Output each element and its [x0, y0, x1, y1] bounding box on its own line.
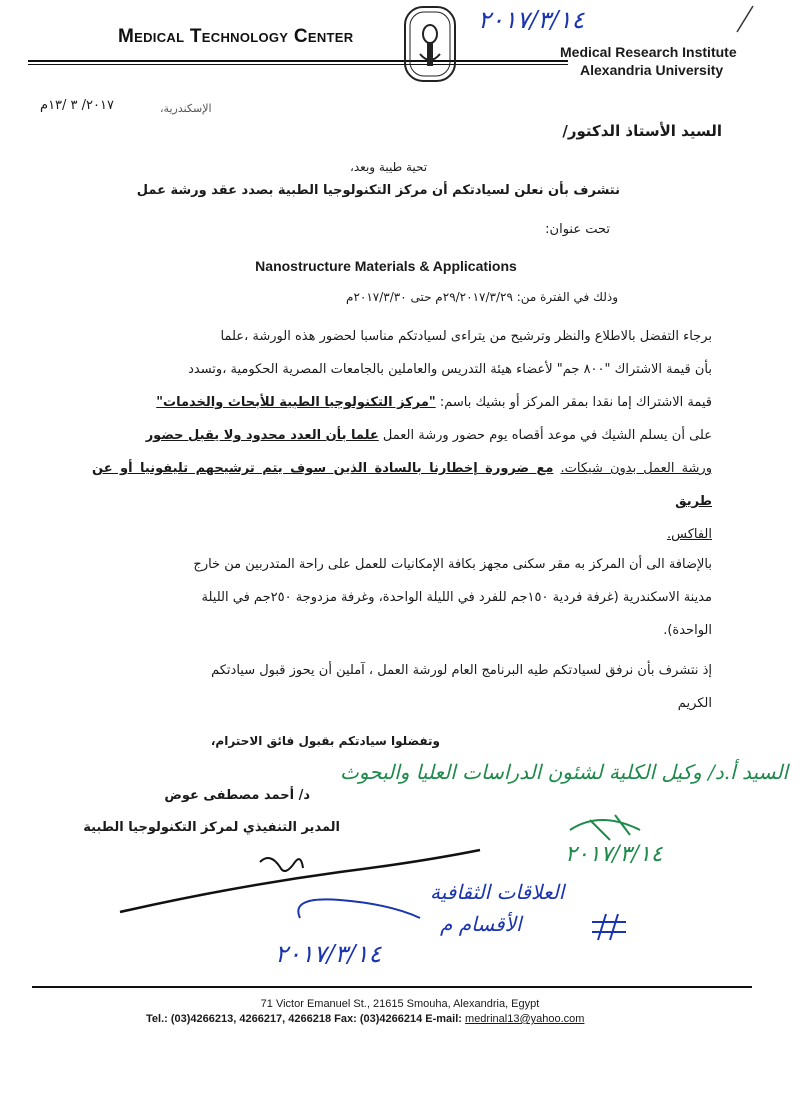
center-name: Medical Technology Center	[118, 26, 354, 47]
signatory-title: المدير التنفيذي لمركز التكنولوجيا الطبية	[83, 820, 340, 835]
handwritten-note-blue-2: الأقسام م	[440, 912, 522, 936]
p1-line-1: برجاء التفضل بالاطلاع والنظر وترشيح من يتراءى لسيادتكم مناسبا لحضور هذه الورشة ،علما	[220, 329, 712, 344]
pen-stroke	[735, 4, 755, 34]
p2-line-1: بالإضافة الى أن المركز به مقر سكنى مجهز بكافة الإمكانيات للعمل على راحة المتدربين من خارج	[193, 557, 712, 572]
payee-name: "مركز التكنولوجيا الطبية للأبحاث والخدمات"	[156, 395, 436, 410]
p1-line-2: بأن قيمة الاشتراك "٨٠٠ جم" لأعضاء هيئة التدريس والعاملين بالجامعات المصرية الحكومية ،وتسدد	[188, 362, 712, 377]
p3-line-1: إذ نتشرف بأن نرفق لسيادتكم طيه البرنامج العام لورشة العمل ، آملين أن يحوز قبول سيادتكم	[211, 663, 712, 678]
p1-line-6: الفاكس.	[666, 527, 712, 542]
p2-line-2: مدينة الاسكندرية (غرفة فردية ١٥٠جم للفرد في الليلة الواحدة، وغرفة مزدوجة ٢٥٠جم في الليلة	[201, 590, 712, 605]
notify-note: مع ضرورة إخطارنا بالسادة الذين سوف يتم ترشيحهم تليفونيا أو عن طريق	[92, 461, 712, 509]
handwritten-note-blue-1: العلاقات الثقافية	[430, 880, 565, 904]
intro-line: نتشرف بأن نعلن لسيادتكم أن مركز التكنولوجيا الطبية بصدد عقد ورشة عمل	[136, 183, 620, 198]
paragraph-2	[92, 548, 712, 647]
footer-phones: Tel.: (03)4266213, 4266217, 4266218 Fax: (03)4266214 E-mail:	[146, 1013, 462, 1025]
footer-rule	[32, 986, 752, 988]
p1-line-5	[92, 452, 712, 518]
handwritten-note-green: السيد أ.د/ وكيل الكلية لشئون الدراسات العليا والبحوث	[340, 760, 789, 784]
university-name: Alexandria University	[580, 62, 724, 78]
footer-address: 71 Victor Emanuel St., 21615 Smouha, Alexandria, Egypt	[260, 998, 540, 1010]
place-label: الإسكندرية،	[160, 102, 212, 115]
p3-line-2: الكريم	[677, 696, 712, 711]
limited-seats-note: علما بأن العدد محدود ولا يقبل حضور	[145, 428, 379, 443]
university-seal	[402, 4, 458, 84]
p1-line-4	[92, 419, 712, 452]
handwritten-date-blue: ٢٠١٧/٣/١٤	[275, 940, 382, 968]
institute-name: Medical Research Institute	[560, 44, 737, 60]
under-title-label: تحت عنوان:	[545, 222, 610, 237]
paragraph-3	[92, 654, 712, 720]
header-rule-thin	[28, 64, 568, 65]
p2-line-3: الواحدة).	[663, 623, 712, 638]
p1-line-5-text: ورشة العمل بدون شيكات.	[560, 461, 712, 476]
paragraph-1	[92, 320, 712, 551]
footer-contact	[146, 1013, 584, 1025]
workshop-period: وذلك في الفترة من: ٢٩/٢٠١٧/٣/٢٩م حتى ٢٠١٧/٣/٣٠م	[346, 290, 618, 304]
hash-mark	[590, 912, 630, 942]
letter-date: ٢٠١٧/ ٣ /١٣م	[40, 98, 114, 113]
footer-email[interactable]: medrinal13@yahoo.com	[465, 1013, 585, 1025]
workshop-title: Nanostructure Materials & Applications	[255, 258, 517, 274]
p1-line-4-text: على أن يسلم الشيك في موعد أقصاه يوم حضور ورشة العمل	[382, 428, 712, 443]
p1-line-3-text: قيمة الاشتراك إما نقدا بمقر المركز أو بشيك باسم:	[439, 395, 712, 410]
handwritten-received-date: ٢٠١٧/٣/١٤	[478, 6, 585, 34]
salutation: السيد الأستاذ الدكتور/	[562, 122, 722, 140]
blue-signature	[270, 888, 450, 938]
p1-line-3	[92, 386, 712, 419]
handwritten-date-green: ٢٠١٧/٣/١٤	[565, 842, 663, 867]
signatory-name: د/ أحمد مصطفى عوض	[164, 788, 310, 803]
header-rule	[28, 60, 568, 62]
greeting: تحية طيبة وبعد،	[350, 160, 428, 174]
closing: وتفضلوا سيادتكم بقبول فائق الاحترام،	[210, 734, 440, 748]
